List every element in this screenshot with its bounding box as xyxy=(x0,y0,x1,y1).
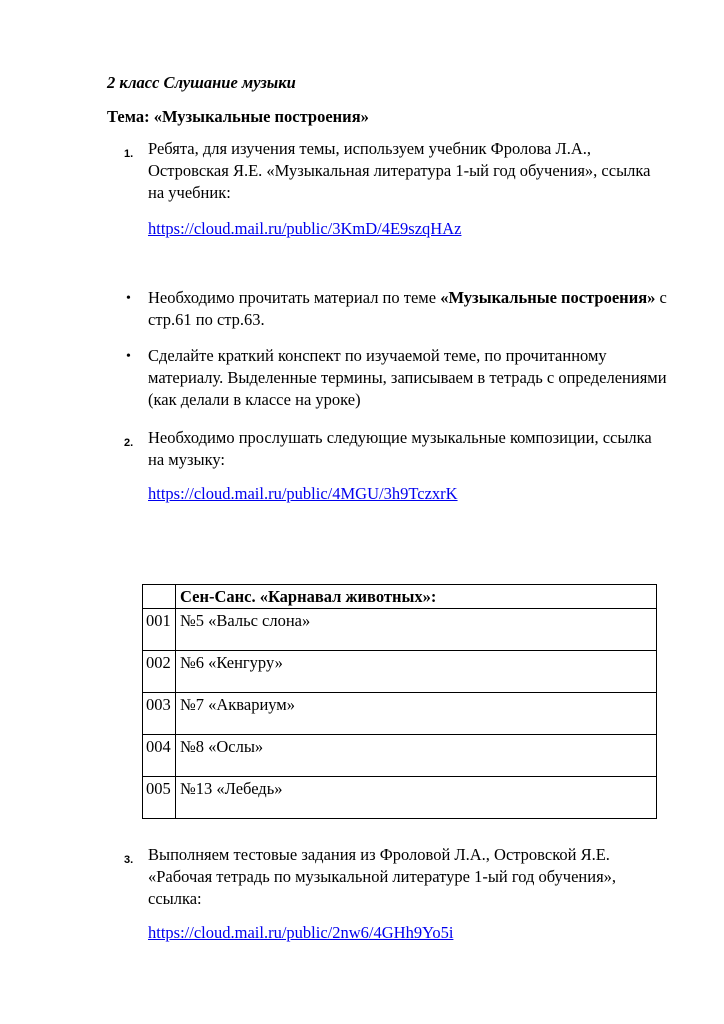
table-row xyxy=(143,693,657,735)
list-marker-3: 3. xyxy=(124,854,134,866)
table-row xyxy=(143,651,657,693)
workbook-link-container xyxy=(148,922,668,944)
bullet-1-text xyxy=(148,287,668,331)
bullet-marker-2: • xyxy=(126,349,131,364)
table-row-number: 005 xyxy=(143,777,176,819)
music-link-container xyxy=(148,483,668,505)
list-marker-2: 2. xyxy=(124,437,134,449)
bullet-1-text-before: Необходимо прочитать материал по теме xyxy=(148,288,441,307)
workbook-link[interactable]: https://cloud.mail.ru/public/2nw6/4GHh9Yo5i xyxy=(148,923,454,942)
table-row-title: №5 «Вальс слона» xyxy=(176,609,657,651)
table-row xyxy=(143,735,657,777)
table-row-number: 001 xyxy=(143,609,176,651)
bullet-1-text-after: с стр.61 по стр.63. xyxy=(148,288,667,329)
table-header-row xyxy=(143,585,657,609)
item-1-text: Ребята, для изучения темы, используем учебник Фролова Л.А., Островская Я.Е. «Музыкальная литература 1-ый год обучения», ссылка на учебник: xyxy=(148,139,651,202)
topic-title: Тема: «Музыкальные построения» xyxy=(107,107,369,126)
item-3-text: Выполняем тестовые задания из Фроловой Л.А., Островской Я.Е. «Рабочая тетрадь по музыкальной литературе 1-ый год обучения», ссылка: xyxy=(148,845,617,908)
music-table xyxy=(142,584,657,819)
table-row-number: 004 xyxy=(143,735,176,777)
table-row-title: №8 «Ослы» xyxy=(176,735,657,777)
table-row xyxy=(143,609,657,651)
table-header-cell: Сен-Санс. «Карнавал животных»: xyxy=(176,585,657,609)
bullet-1-topic-bold: «Музыкальные построения» xyxy=(440,288,656,307)
table-header-empty-cell xyxy=(143,585,176,609)
textbook-link-container xyxy=(148,218,668,240)
table-row-title: №13 «Лебедь» xyxy=(176,777,657,819)
list-marker-1: 1. xyxy=(124,148,134,160)
table-row-title: №6 «Кенгуру» xyxy=(176,651,657,693)
table-row xyxy=(143,777,657,819)
table-row-number: 002 xyxy=(143,651,176,693)
table-row-title: №7 «Аквариум» xyxy=(176,693,657,735)
table-row-number: 003 xyxy=(143,693,176,735)
music-link[interactable]: https://cloud.mail.ru/public/4MGU/3h9TczxrK xyxy=(148,484,458,503)
class-title: 2 класс Слушание музыки xyxy=(107,73,296,92)
bullet-2-text: Сделайте краткий конспект по изучаемой теме, по прочитанному материалу. Выделенные термины, записываем в тетрадь с определениями (как делали в классе на уроке) xyxy=(148,346,667,409)
textbook-link[interactable]: https://cloud.mail.ru/public/3KmD/4E9szqHAz xyxy=(148,219,462,238)
item-2-text: Необходимо прослушать следующие музыкальные композиции, ссылка на музыку: xyxy=(148,428,652,469)
bullet-marker-1: • xyxy=(126,291,131,306)
